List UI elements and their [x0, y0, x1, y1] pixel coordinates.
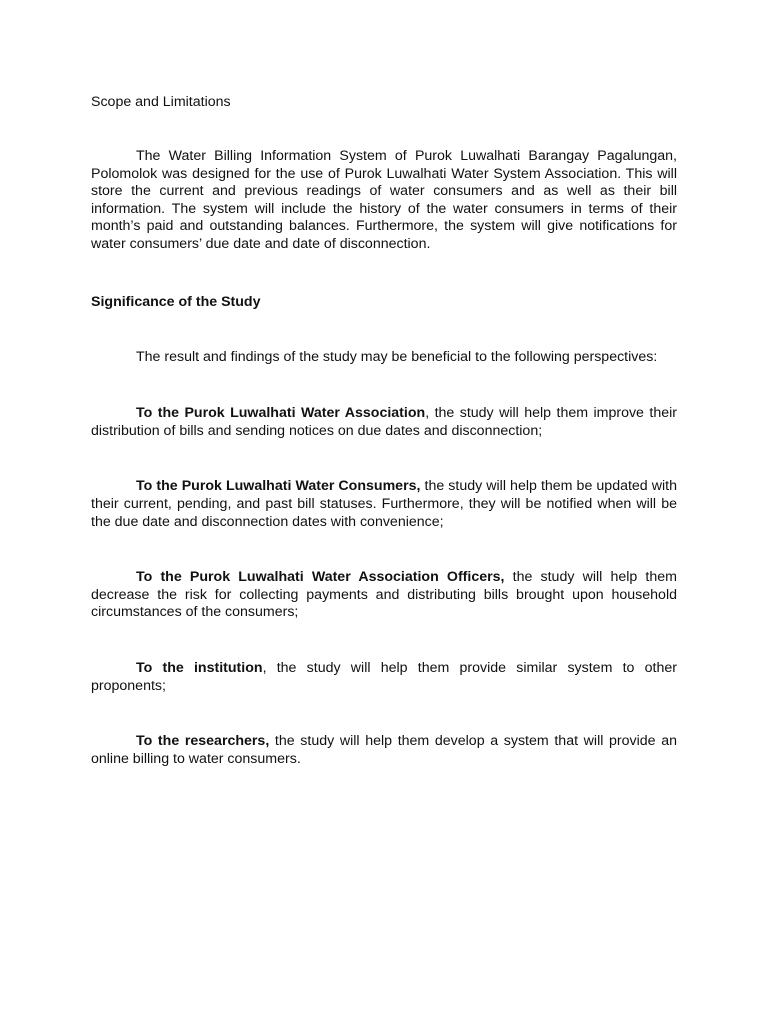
beneficiary-text: the study will help them be updated with their current, pending, and past bill statuses. Furthermore, they will be notified when will be the due date and disconnection dates with convenience;	[91, 478, 677, 530]
document-page	[91, 93, 677, 768]
beneficiary-text: the study will help them decrease the risk for collecting payments and distributing bills brought upon household circumstances of the consumers;	[91, 569, 677, 621]
beneficiary-consumers	[91, 478, 677, 531]
beneficiary-officers	[91, 569, 677, 622]
beneficiary-lead: To the institution	[136, 659, 263, 676]
scope-heading: Scope and Limitations	[91, 94, 231, 110]
beneficiary-association	[91, 405, 677, 440]
beneficiary-lead: To the Purok Luwalhati Water Association	[136, 405, 426, 422]
significance-intro: The result and findings of the study may be beneficial to the following perspectives:	[136, 348, 658, 365]
beneficiary-lead: To the Purok Luwalhati Water Association Officers,	[136, 569, 505, 586]
beneficiary-text: the study will help them develop a system that will provide an online billing to water consumers.	[91, 733, 677, 767]
beneficiary-text: , the study will help them provide similar system to other proponents;	[91, 659, 677, 694]
beneficiary-text: , the study will help them improve their distribution of bills and sending notices on due dates and disconnection;	[91, 405, 677, 439]
beneficiary-lead: To the Purok Luwalhati Water Consumers,	[136, 478, 421, 495]
beneficiary-institution	[91, 660, 677, 695]
beneficiary-researchers	[91, 733, 677, 768]
scope-paragraph: The Water Billing Information System of Purok Luwalhati Barangay Pagalungan, Polomolok was designed for the use of Purok Luwalhati Water System Association. This will store the current and previous readings of water consumers and as well as their bill information. The system will include the history of the water consumers in terms of their month’s paid and outstanding balances. Furthermore, the system will give notifications for water consumers’ due date and date of disconnection.	[91, 148, 677, 252]
significance-heading: Significance of the Study	[91, 293, 261, 310]
beneficiary-lead: To the researchers,	[136, 733, 270, 750]
